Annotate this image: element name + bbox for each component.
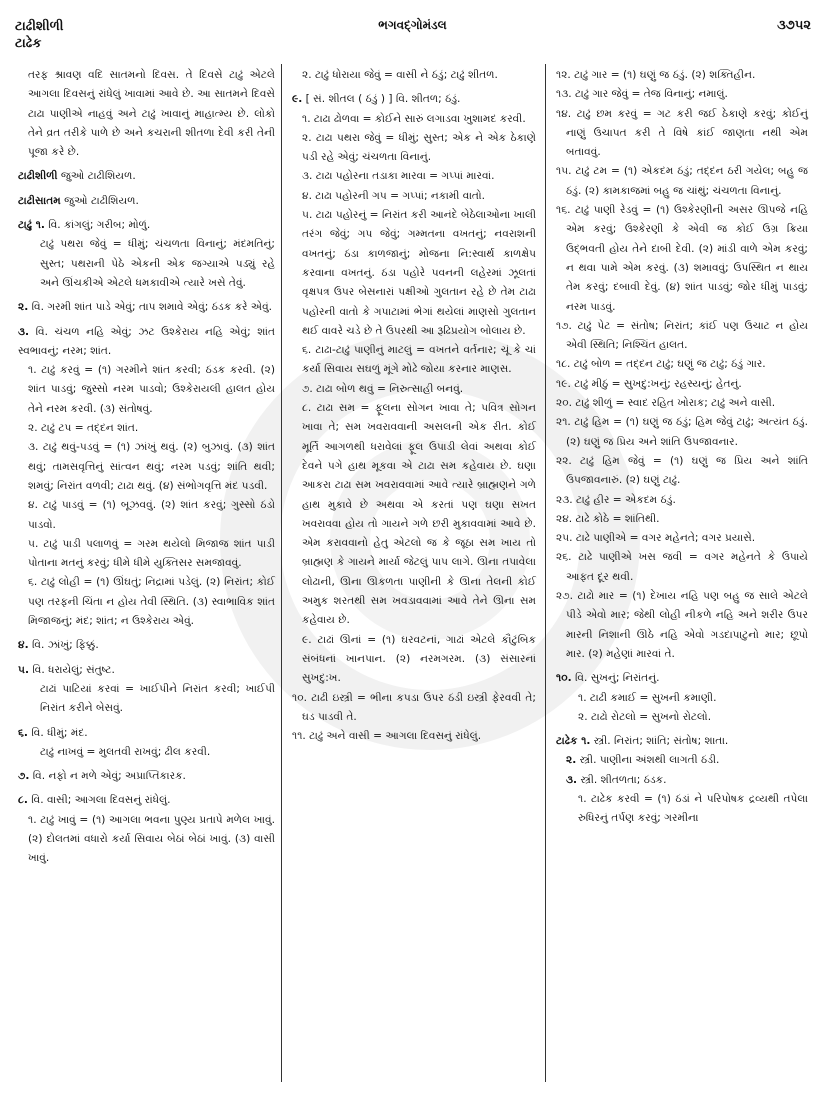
entry-definition: ૬. ટાઢું લોહી = (૧) ઊંઘતું; નિદ્રામાં પડેલું. (૨) નિરાંત; કોઈ પણ તરફની ચિંતા ન હોય તેવી સ્થિતિ. (૩) સ્વાભાવિક શાંત મિજાજનું; મંદ; શાંત; ન ઉશ્કેરાય એવું.: [28, 576, 275, 628]
entry-definition: ૧૪. ટાઢું છમ કરવું = ગટ કરી જઈ ઠેકાણે કરવું; કોઈનું નાણું ઉચાપત કરી તે વિષે કાંઈ જાણતા નથી એમ બતાવવું.: [556, 107, 808, 159]
entry-text: [18, 535, 275, 574]
entry-text: [18, 811, 275, 869]
entry-text: [292, 129, 536, 168]
entry-headword: ૬.: [18, 726, 28, 739]
entry-headword: ૭.: [18, 770, 30, 783]
entry-definition: ૧૧. ટાઢું અને વાસી = આગલા દિવસનું રાંધેલું.: [292, 730, 482, 743]
entry-text: [556, 689, 808, 708]
entry-text: [292, 399, 536, 631]
dictionary-entry: [556, 771, 808, 790]
entry-definition: ૨૧. ટાઢું હિમ = (૧) ઘણું જ ઠંડું; હિમ જેવું ટાઢું; અત્યંત ઠંડું. (૨) ઘણું જ પ્રિય અને શાંતિ ઉપજાવનાર.: [556, 416, 808, 448]
entry-definition: ૧૦. ટાઢી ઇસ્ત્રી = ભીના કપડા ઉપર ઠંડી ઇસ્ત્રી ફેરવવી તે; ઘડ પાડવી તે.: [292, 691, 536, 723]
entry-definition: ૫. ટાઢું પાડી પલાળવું = ગરમ થયેલો મિજાજ શાંત પાડી પોતાના મતનું કરવું; ધીમે ધીમે યુક્તિસર સમજાવવું.: [28, 537, 275, 570]
dictionary-entry: [18, 724, 275, 743]
entry-headword: ૫.: [18, 663, 29, 676]
entry-definition: ૨. ટાઢો રોટલો = સુખનો રોટલો.: [578, 710, 712, 723]
entry-text: [292, 631, 536, 689]
entry-text: [292, 110, 536, 129]
entry-definition: ૨. ટાઢું ટપ = તદ્દન શાંત.: [28, 422, 139, 435]
entry-headword: ટાઢું ૧.: [18, 219, 45, 232]
entry-text: [556, 491, 808, 510]
entry-definition: ૧. ટાઢું ખાવું = (૧) આગલા ભવના પુણ્ય પ્રતાપે મળેલ ખાવું. (૨) દોલતમાં વધારો કર્યા સિવાય બેઠાં બેઠાં ખાવું. (૩) વાસી ખાવું.: [28, 813, 275, 865]
entry-text: [556, 548, 808, 587]
entry-text: [556, 355, 808, 374]
entry-definition: [ સં. શીતલ ( ઠંડું ) ] વિ. શીતળ; ઠંડું.: [302, 93, 461, 106]
entry-text: [18, 496, 275, 535]
entry-headword: ૩.: [566, 773, 578, 786]
entry-headword: ૨.: [18, 301, 29, 314]
entry-definition: ૮. ટાઢા સમ = ફૂલના સોગન ખાવા તે; પવિત્ર સોગન ખાવા તે; સમ ખવરાવવાની અસલની એક રીત. કોઈ મૂર્તિ આગળથી ધરાવેલાં ફૂલ ઉપાડી લેવાં અથવા કોઈ દેવને પગે હાથ મૂકવા એ ટાઢા સમ કહેવાય છે. ઘણા આકરા ટાઢા સમ ખવરાવવામાં આવે ત્યારે બ્રાહ્મણને ગળે હાથ મુકાવે છે અથવા એ કરતાં પણ ઘણા સખત ખવરાવવા હોય તો ગાયને ગળે છરી મુકાવવામાં આવે છે. એમ કરાવવાનો હેતુ એટલો જ કે જૂઠા સમ ખાય તો બ્રાહ્મણ કે ગાયને માર્યા જેટલું પાપ લાગે. ઊના તપાવેલા લોઢાની, ઊના ઊકળતા પાણીની કે ઊના તેલની કોઈ અમુક શરતથી સમ ખવડાવવામાં આવે તેને ઊના સમ કહેવાય છે.: [302, 402, 536, 627]
entry-definition: ૩. ટાઢું થવું-પડવું = (૧) ઝાંખું થવું. (૨) બુઝાવું. (૩) શાંત થવું; તામસવૃત્તિનું સાંત્વન થવું; નરમ પડવું; શાંતિ થવી; શમવું; નિરાંત વળવી; ટાઢા થવું. (૪) સંભોગવૃત્તિ મંદ પડવી.: [28, 441, 275, 492]
entry-text: [556, 790, 808, 829]
entry-definition: ૨૫. ટાઢે પાણીએ = વગર મહેનતે; વગર પ્રયાસે.: [556, 532, 756, 545]
entry-text: [556, 105, 808, 163]
entry-headword: ટાઢીશીળી: [18, 170, 58, 183]
entry-text: [556, 510, 808, 529]
entry-definition: વિ. ચંચળ નહિ એવું; ઝટ ઉશ્કેરાય નહિ એવું; શાંત સ્વભાવનું; નરમ; શાંત.: [18, 325, 275, 357]
entry-headword: ટાઢીસાતમ: [18, 194, 61, 207]
entry-definition: ૧૩. ટાઢું ગાર જેવું = તેજ વિનાનું; નમાલું.: [556, 88, 728, 101]
entry-text: [556, 201, 808, 317]
dictionary-entry: [18, 323, 275, 362]
entry-text: [556, 162, 808, 201]
entry-text: [292, 187, 536, 206]
entry-headword: ૮.: [18, 794, 28, 807]
column-2: [292, 66, 536, 746]
column-3: [556, 66, 808, 829]
dictionary-entry: [556, 732, 808, 751]
dictionary-entry: [18, 192, 275, 211]
entry-definition: ૬. ટાઢા-ટાઢું પાણીનું માટલું = વખતને વર્તનાર; ચૂં કે ચાં કર્યા સિવાય સઘળું મૂંગે મોઢે જોયા કરનાર માણસ.: [302, 344, 536, 376]
dictionary-entry: [18, 167, 275, 186]
entry-definition: ૧. ટાઢેક કરવી = (૧) ઠંડાં ને પરિપોષક દ્રવ્યથી તપેલા રુધિરનું તર્પણ કરવું; ગરમીના: [578, 792, 808, 825]
dictionary-entry: [292, 90, 536, 109]
entry-text: [556, 85, 808, 104]
entry-text: [18, 235, 275, 293]
dictionary-entry: [556, 669, 808, 688]
entry-definition: ૯. ટાઢાં ઊનાં = (૧) ઘરવટનાં, ગાઢાં એટલે કૌટુંબિક સંબંધનાં ખાનપાન. (૨) નરમગરમ. (૩) સંસારનાં સુખદુ:ખ.: [302, 633, 536, 685]
column-1: [18, 66, 275, 869]
entry-definition: ટાઢું નાખવું = મુલતવી રાખવું; ઢીલ કરવી.: [40, 745, 211, 758]
column-divider: [545, 64, 546, 1082]
entry-headword: ૨.: [566, 754, 577, 767]
entry-definition: સ્ત્રી. પાણીના અંશથી લાગતી ઠંડી.: [576, 754, 720, 767]
entry-definition: ૧. ટાઢી કમાઈ = સુખની કમાણી.: [578, 691, 717, 704]
page-number: ૩૭૫૨: [777, 18, 811, 33]
entry-text: [556, 529, 808, 548]
entry-definition: વિ. ધીમું; મંદ.: [27, 726, 88, 739]
entry-text: [18, 419, 275, 438]
entry-definition: ૨૪. ટાઢે કોઠે = શાંતિથી.: [556, 512, 660, 525]
entry-text: [292, 206, 536, 341]
column-divider: [281, 64, 282, 1082]
entry-definition: વિ. વાસી; આગલા દિવસનું રાંધેલું.: [27, 794, 171, 807]
entry-text: [292, 341, 536, 380]
entry-definition: જુઓ ટાઢીશિયળ.: [60, 194, 139, 207]
page-title: ભગવદ્ગોમંડલ: [378, 18, 447, 32]
entry-definition: ટાઢું પથરા જેવું = ધીમું; ચંચળતા વિનાનું; મંદમતિનું; સુસ્ત; પથરાની પેઠે એકની એક જગ્યાએ પડ્યું રહે અને ઊંચકીએ એટલે ધમકાવીએ ત્યારે ખસે તેવું.: [40, 238, 275, 289]
entry-definition: વિ. સુખનું; નિરાંતનું.: [571, 672, 660, 685]
entry-definition: ૭. ટાઢા બોળ થવું = નિરુત્સાહી બનવું.: [302, 382, 464, 395]
entry-headword: ૩.: [18, 325, 30, 338]
entry-text: [556, 317, 808, 356]
dictionary-entry: [18, 661, 275, 680]
entry-text: [292, 689, 536, 728]
entry-text: [556, 452, 808, 491]
entry-definition: ૨. ટાઢા પથરા જેવું = ધીમું; સુસ્ત; એક ને એક ઠેકાણે પડી રહે એવું; ચંચળતા વિનાનું.: [302, 131, 536, 164]
entry-text: [556, 394, 808, 413]
entry-definition: સ્ત્રી. શીતળતા; ઠંડક.: [577, 773, 667, 786]
dictionary-entry: [18, 636, 275, 655]
entry-definition: ટાઢાં પાટિયાં કરવાં = ખાઈપીને નિરાંત કરવી; ખાઈપી નિરાંત કરીને બેસવું.: [40, 682, 275, 715]
entry-text: [556, 375, 808, 394]
entry-definition: ૧૫. ટાઢું ટમ = (૧) એકદમ ઠંડું; તદ્દન ઠરી ગયેલ; બહુ જ ઠંડું. (૨) કામકાજમાં બહુ જ ચાંથું; ચંચળતા વિનાનું.: [556, 165, 808, 197]
entry-definition: વિ. નફો ન મળે એવું; અપ્રાપ્તિકારક.: [29, 770, 186, 783]
entry-definition: તરફ શ્રાવણ વદિ સાતમનો દિવસ. તે દિવસે ટાઢું એટલે આગલા દિવસનું રાંધેલું ખાવામાં આવે છે. આ સાતમને દિવસે ટાઢા પાણીએ નાહવું અને ટાઢું ખાવાનું માહાત્મ્ય છે. લોકો તેને વ્રત તરીકે પાળે છે અને કચરાની શીતળા દેવી કરી તેની પૂજા કરે છે.: [28, 69, 275, 159]
entry-text: [292, 167, 536, 186]
entry-definition: ૧. ટાઢા ઢોળવા = કોઈને સારું લગાડવા ખુશામદ કરવી.: [302, 112, 526, 125]
dictionary-entry: [18, 216, 275, 235]
entry-definition: ૧. ટાઢું કરવું = (૧) ગરમીને શાંત કરવી; ઠંડક કરવી. (૨) શાંત પાડવું; જુસ્સો નરમ પાડવો; ઉશ્કેરાયલી હાલત હોય તેને નરમ કરવી. (૩) સંતોષવું.: [28, 364, 275, 415]
entry-definition: ૧૮. ટાઢું બોળ = તદ્દન ટાઢું; ઘણું જ ટાઢું; ઠંડું ગાર.: [556, 358, 766, 371]
entry-text: [556, 66, 808, 85]
entry-text: [18, 743, 275, 762]
entry-headword: ૯.: [292, 93, 303, 106]
dictionary-entry: [18, 298, 275, 317]
entry-text: [556, 413, 808, 452]
entry-text: [18, 361, 275, 419]
entry-definition: ૧૭. ટાઢું પેટ = સંતોષ; નિરાંત; કાંઈ પણ ઉચાટ ન હોય એવી સ્થિતિ; નિશ્ચિંત હાલત.: [556, 319, 808, 352]
entry-definition: સ્ત્રી. નિરાંત; શાંતિ; સંતોષ; શાતા.: [590, 735, 729, 748]
dictionary-entry: [18, 791, 275, 810]
entry-definition: ૪. ટાઢું પાડવું = (૧) બૂઝવવું. (૨) શાંત કરવું; ગુસ્સો ઠંડો પાડવો.: [28, 499, 275, 531]
entry-definition: વિ. ઝાંખું; ફિક્કું.: [28, 639, 99, 652]
entry-text: [18, 438, 275, 496]
entry-definition: ૨૦. ટાઢું શીળું = સ્વાદ રહિત ખોરાક; ટાઢું અને વાસી.: [556, 397, 776, 410]
entry-definition: ૩. ટાઢા પહોરના તડાકા મારવા = ગપ્પાં મારવાં.: [302, 170, 495, 183]
entry-text: [18, 66, 275, 162]
entry-definition: જુઓ ટાઢીશિયળ.: [57, 170, 136, 183]
guide-words: [15, 18, 64, 52]
entry-definition: ૧૯. ટાઢું મીઠું = સુખદુ:ખનું; રહસ્યનું; હેતનું.: [556, 377, 742, 390]
entry-text: [292, 66, 536, 85]
entry-definition: ૪. ટાઢા પહોરની ગપ = ગપ્પાં; નકામી વાતો.: [302, 189, 485, 202]
entry-headword: ૧૦.: [556, 672, 572, 685]
entry-definition: ૨. ટાઢું ધોરાયા જેવું = વાસી ને ઠંડું; ટાઢું શીતળ.: [302, 69, 498, 81]
entry-text: [556, 708, 808, 727]
dictionary-entry: [556, 751, 808, 770]
entry-definition: ૨૩. ટાઢું હીર = એકદમ ઠંડું.: [556, 493, 676, 506]
entry-text: [292, 727, 536, 746]
entry-headword: ટાઢેક ૧.: [556, 735, 591, 748]
guide-word-top: ટાઢીશીળી: [15, 19, 64, 34]
entry-text: [18, 573, 275, 631]
entry-definition: ૧૬. ટાઢું પાણી રેડવું = (૧) ઉશ્કેરણીની અસર ઊપજે નહિ એમ કરવું; ઉશ્કેરણી કે એવી જ કોઈ ઉગ્ર ક્રિયા ઉદ્ભવતી હોય તેને દાબી દેવી. (૨) માંડી વાળે એમ કરવું; ન થવા પામે એમ કરવું. (૩) શમાવવું; ઉપસ્થિત ન થાય તેમ કરવું; દબાવી દેવું. (૪) શાંત પાડવું; જોર ધીમું પાડવું; નરમ પાડવું.: [556, 204, 808, 313]
entry-definition: વિ. ગરમી શાંત પાડે એવું; તાપ શમાવે એવું; ઠંડક કરે એવું.: [28, 301, 273, 314]
entry-definition: ૨૭. ટાઢો માર = (૧) દેખાય નહિ પણ બહુ જ સાલે એટલે પીડે એવો માર; જેથી લોહી નીકળે નહિ અને શરીર ઉપર મારની નિશાની ઊઠે નહિ એવો ગડદાપાટુનો માર; છૂપો માર. (૨) મહેણાં મારવાં તે.: [556, 590, 808, 660]
entry-definition: ૨૬. ટાઢે પાણીએ ખસ જવી = વગર મહેનતે કે ઉપાયે આફત દૂર થવી.: [556, 551, 808, 583]
entry-definition: ૫. ટાઢા પહોરનું = નિરાંત કરી આનંદે બેઠેલાઓના ખાલી તરંગ જેવું; ગપ જેવું; ગમ્મતના વખતનું; નવરાશની વખતનું; ઠંડા કાળજાનું; મોજના નિ:સ્વાર્થ કાળક્ષેપ કરવાના વખતનું. ઠંડા પહોરે પવનની લહેરમાં ઝૂલતાં વૃક્ષપત્ર ઉપર બેસનારાં પક્ષીઓ ગુલતાન રહે છે તેમ ટાઢા પહોરની વાતો કે ગપાટામાં ભેગાં થયેલાં માણસો ગુલતાન થઈ વાવરે ચડે છે તે ઉપરથી આ રૂઢિપ્રયોગ બોલાય છે.: [302, 209, 536, 337]
entry-text: [18, 680, 275, 719]
entry-headword: ૪.: [18, 639, 29, 652]
guide-word-bottom: ટાઢેક: [15, 36, 42, 51]
entry-definition: ૧૨. ટાઢું ગાર = (૧) ઘણું જ ઠંડું. (૨) શક્તિહીન.: [556, 69, 756, 81]
entry-text: [292, 380, 536, 399]
entry-text: [556, 587, 808, 664]
entry-definition: ૨૨. ટાઢું હિમ જેવું = (૧) ઘણું જ પ્રિય અને શાંતિ ઉપજાવનારું. (૨) ઘણું ટાઢું.: [556, 454, 808, 487]
entry-definition: વિ. કાંગલું; ગરીબ; મોળું.: [44, 219, 151, 232]
entry-definition: વિ. ધરાયેલું; સંતુષ્ટ.: [29, 663, 115, 676]
dictionary-entry: [18, 767, 275, 786]
